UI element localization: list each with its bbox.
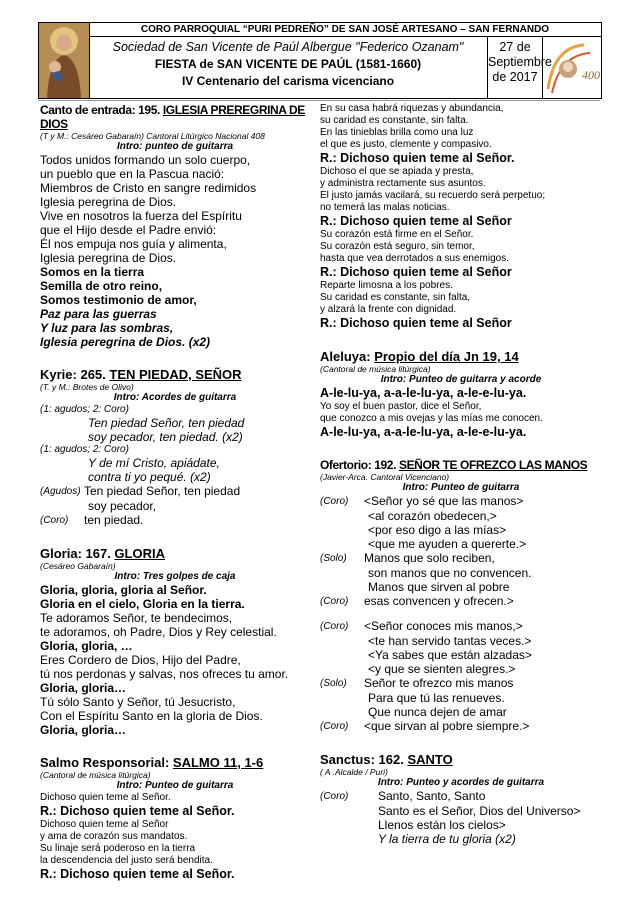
psalm-line: Su caridad es constante, sin falta, [320,292,471,303]
psalm-line: hasta que vea derrotados a sus enemigos. [320,253,510,264]
gloria-line: Tú sólo Santo y Señor, tú Jesucristo, [40,695,236,709]
alleluia-line: A-le-lu-ya, a-a-le-lu-ya, a-le-e-lu-ya. [320,425,527,439]
psalm-response: R.: Dichoso quien teme al Señor [320,316,512,330]
alleluia-credit: (Cantoral de música litúrgica) [320,364,431,374]
entrance-line: un pueblo que en la Pascua nació: [40,167,225,181]
offertory-line: <y que se sienten alegres.> [368,662,516,676]
svg-text:400: 400 [582,68,600,82]
psalm-line: su caridad es constante, sin falta. [320,115,469,126]
kyrie-note: (1: agudos; 2: Coro) [40,404,129,415]
offertory-row: (Coro) <Señor yo sé que las manos> [320,494,524,508]
kyrie-note: (1: agudos; 2: Coro) [40,444,129,455]
gloria-line: Gloria en el cielo, Gloria en la tierra. [40,597,245,611]
alleluia-intro: Intro: Punteo de guitarra y acorde [380,374,542,385]
offertory-row: (Coro) <que sirvan al pobre siempre.> [320,719,530,733]
psalm-line: Dichoso quien teme al Señor. [40,792,171,803]
psalm-line: Su corazón está firme en el Señor. [320,229,474,240]
offertory-intro: Intro: Punteo de guitarra [402,482,520,493]
sanctus-line: Santo es el Señor, Dios del Universo> [378,804,581,818]
offertory-line: son manos que no convencen. [368,566,532,580]
sanctus-line: Llenos están los cielos> [378,818,506,832]
psalm-line: El justo jamás vacilará, su recuerdo será perpetuo; [320,190,546,201]
feast-title: FIESTA de SAN VICENTE DE PAÚL (1581-1660) [154,57,422,71]
sanctus-row: (Coro) Santo, Santo, Santo [320,789,486,803]
saint-icon-image [39,23,90,98]
offertory-line: <al corazón obedecen,> [368,509,497,523]
psalm-line: y ama de corazón sus mandatos. [40,831,188,842]
offertory-row: (Coro) esas convencen y ofrecen.> [320,594,514,608]
psalm-line: Dichoso quien teme al Señor [40,819,169,830]
society-name: Sociedad de San Vicente de Paúl Albergue "Federico Ozanam" [112,40,464,54]
psalm-line: En las tinieblas brilla como una luz [320,127,474,138]
offertory-line: Para que tú las renueves. [368,691,505,705]
entrance-line: Miembros de Cristo en sangre redimidos [40,181,257,195]
psalm-line: y administra rectamente sus asuntos. [320,178,486,189]
entrance-credit: (T y M.: Cesáreo Gabaraín) Cantoral Litúrgico Nacional 408 [40,131,265,141]
gloria-line: te adoramos, oh Padre, Dios y Rey celestial. [40,625,277,639]
entrance-chorus-line: Somos testimonio de amor, [40,293,197,307]
offertory-line: <Ya sabes que están alzadas> [368,648,532,662]
kyrie-heading: Kyrie: 265. TEN PIEDAD, SEÑOR [40,367,242,382]
offertory-row: (Solo) Señor te ofrezco mis manos [320,676,514,690]
entrance-chorus-line: Iglesia peregrina de Dios. (x2) [40,335,211,349]
psalm-line: no temerá las malas noticias. [320,202,450,213]
offertory-credit: (Javier-Arca. Cantoral Vicenciano) [320,472,450,482]
parish-choir-title: CORO PARROQUIAL “PURI PEDREÑO” DE SAN JOSÉ ARTESANO – SAN FERNANDO [89,23,601,37]
offertory-heading: Ofertorio: 192. SEÑOR TE OFREZCO LAS MANOS [320,458,588,472]
psalm-credit: (Cantoral de música litúrgica) [40,770,151,780]
kyrie-credit: (T. y M.: Brotes de Olivo) [40,382,134,392]
kyrie-coro-row: (Coro) ten piedad. [40,513,144,527]
kyrie-intro: Intro: Acordes de guitarra [113,392,237,403]
psalm-heading: Salmo Responsorial: SALMO 11, 1-6 [40,755,264,770]
entrance-chorus-line: Somos en la tierra [40,265,145,279]
entrance-chorus-line: Y luz para las sombras, [40,321,174,335]
gloria-line: Gloria, gloria… [40,681,127,695]
gloria-intro: Intro: Tres golpes de caja [114,571,236,582]
gloria-line: tú nos perdonas y salvas, nos ofreces tu amor. [40,667,289,681]
alleluia-verse: Yo soy el buen pastor, dice el Señor, [320,401,482,412]
psalm-line: Su corazón está seguro, sin temor, [320,241,475,252]
gloria-line: Gloria, gloria, … [40,639,133,653]
psalm-response: R.: Dichoso quien teme al Señor. [40,804,235,818]
psalm-line: Dichoso el que se apiada y presta, [320,166,474,177]
psalm-response: R.: Dichoso quien teme al Señor. [40,867,235,881]
entrance-line: Iglesia peregrina de Dios. [40,251,177,265]
kyrie-line: soy pecador, ten piedad. (x2) [88,430,243,444]
gloria-line: Con el Espíritu Santo en la gloria de Dios. [40,709,263,723]
offertory-line: Que nunca dejen de amar [368,705,507,719]
psalm-response: R.: Dichoso quien teme al Señor. [320,151,515,165]
kyrie-agudos-row: (Agudos) Ten piedad Señor, ten piedad [40,484,241,498]
gloria-line: Eres Cordero de Dios, Hijo del Padre, [40,653,241,667]
gloria-line: Gloria, gloria, gloria al Señor. [40,583,207,597]
kyrie-line: soy pecador, [88,499,157,513]
sanctus-heading: Sanctus: 162. SANTO [320,752,453,767]
entrance-line: Él nos empuja nos guía y alimenta, [40,237,227,251]
offertory-line: <que me ayuden a quererte.> [368,537,527,551]
alleluia-verse: que conozco a mis ovejas y las mías me conocen. [320,413,543,424]
offertory-line: Manos que sirven al pobre [368,580,510,594]
offertory-row: (Solo) Manos que solo reciben, [320,551,495,565]
left-column [40,103,310,882]
entrance-song-heading: Canto de entrada: 195. IGLESIA PREREGRINA DE DIOS [40,103,305,131]
offertory-line: <por eso digo a las mías> [368,523,507,537]
gloria-credit: (Cesáreo Gabaraín) [40,561,116,571]
psalm-line: la descendencia del justo será bendita. [40,855,213,866]
psalm-line: y alzará la frente con dignidad. [320,304,457,315]
psalm-line: Su linaje será poderoso en la tierra [40,843,196,854]
psalm-line: Reparte limosna a los pobres. [320,280,453,291]
alleluia-line: A-le-lu-ya, a-a-le-lu-ya, a-le-e-lu-ya. [320,386,527,400]
entrance-chorus-line: Semilla de otro reino, [40,279,163,293]
kyrie-line: Ten piedad Señor, ten piedad [88,416,245,430]
sanctus-intro: Intro: Punteo y acordes de guitarra [377,777,545,788]
entrance-line: Vive en nosotros la fuerza del Espíritu [40,209,242,223]
right-column [320,103,602,846]
entrance-line: Iglesia peregrina de Dios. [40,195,177,209]
entrance-line: que el Hijo desde el Padre envió: [40,223,217,237]
centenary-logo [544,37,601,98]
sanctus-credit: ( A .Alcalde / Puri) [320,767,388,777]
gloria-heading: Gloria: 167. GLORIA [40,546,165,561]
header [38,22,602,99]
offertory-line: <te han servido tantas veces.> [368,634,532,648]
header-divider [38,100,600,101]
psalm-intro: Intro: Punteo de guitarra [116,780,234,791]
event-date: 27 de Septiembre de 2017 [488,37,543,98]
psalm-line: En su casa habrá riquezas y abundancia, [320,103,504,114]
sanctus-line: Y la tierra de tu gloria (x2) [378,832,516,846]
offertory-row: (Coro) <Señor conoces mis manos,> [320,619,523,633]
kyrie-line: contra ti yo pequé. (x2) [88,470,211,484]
entrance-intro: Intro: punteo de guitarra [116,141,234,152]
psalm-response: R.: Dichoso quien teme al Señor [320,214,512,228]
gloria-line: Te adoramos Señor, te bendecimos, [40,611,233,625]
entrance-chorus-line: Paz para las guerras [40,307,157,321]
gloria-line: Gloria, gloria… [40,723,127,737]
psalm-response: R.: Dichoso quien teme al Señor [320,265,512,279]
centenary-subtitle: IV Centenario del carisma vicenciano [181,74,395,88]
kyrie-line: Y de mí Cristo, apiádate, [88,456,220,470]
entrance-line: Todos unidos formando un solo cuerpo, [40,153,251,167]
event-title-block [89,37,488,98]
psalm-line: el que es justo, clemente y compasivo. [320,139,492,150]
alleluia-heading: Aleluya: Propio del día Jn 19, 14 [320,349,519,364]
